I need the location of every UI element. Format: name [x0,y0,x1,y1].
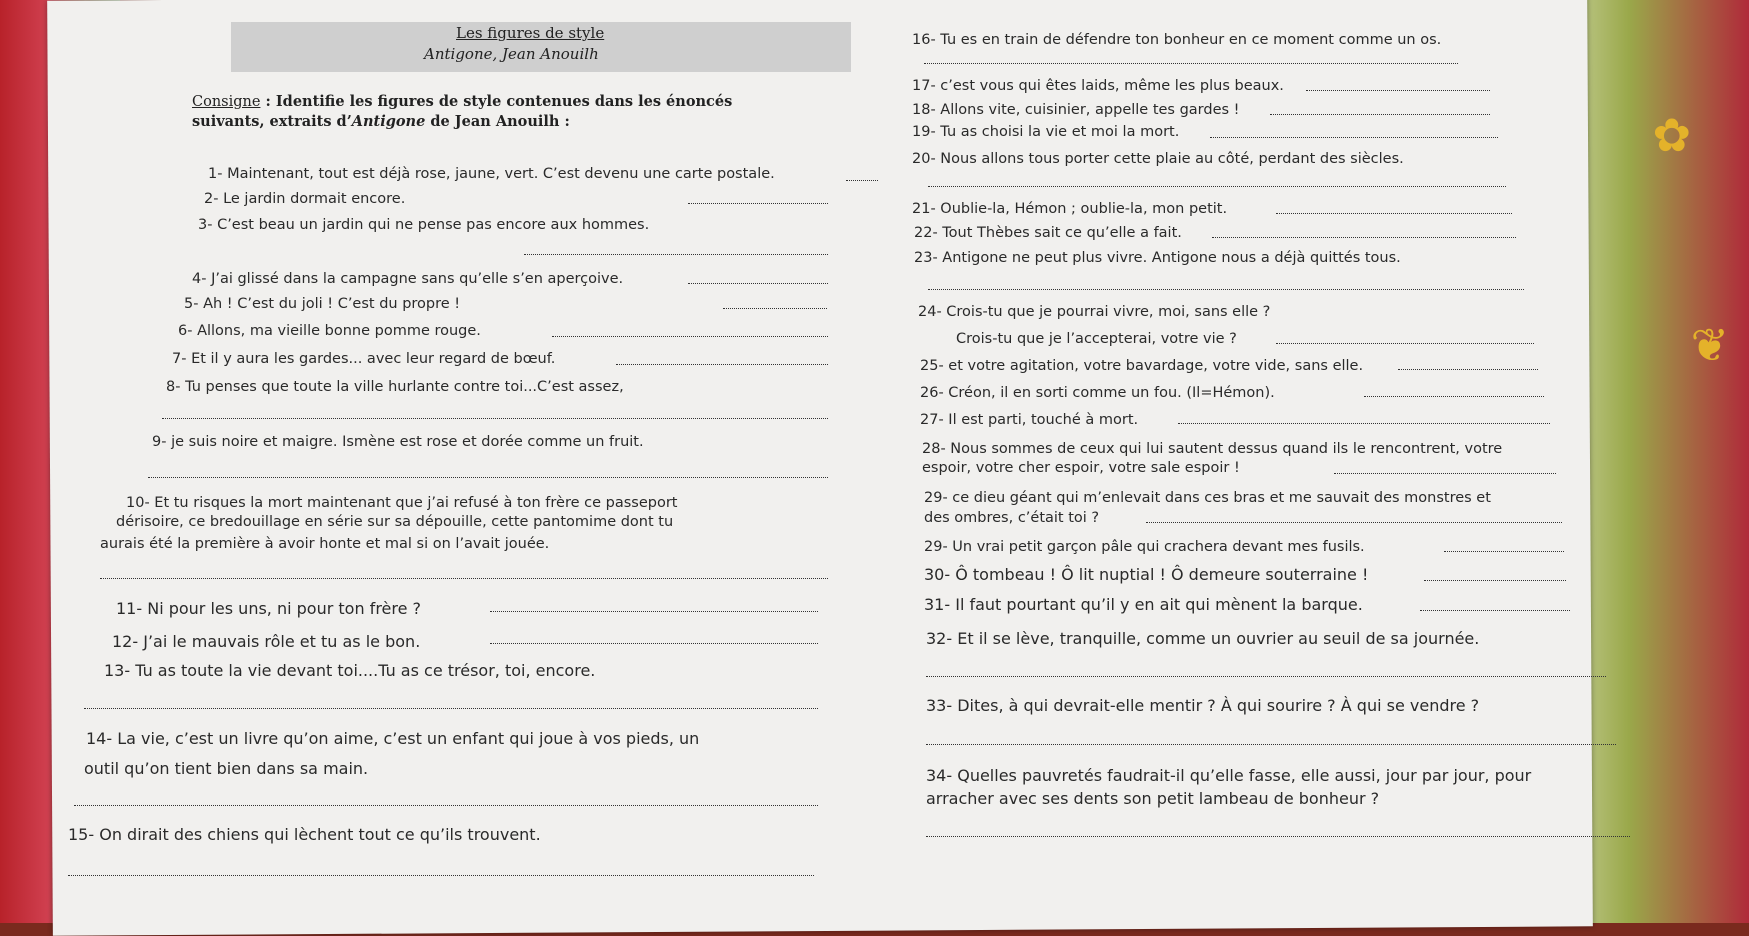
question-21: 21- Oublie-la, Hémon ; oublie-la, mon petit. [912,201,1228,217]
answer-8[interactable] [162,418,828,419]
question-20: 20- Nous allons tous porter cette plaie au côté, perdant des siècles. [912,151,1404,167]
answer-26[interactable] [1364,396,1544,397]
instructions-keyword: Consigne [192,94,261,110]
question-11: 11- Ni pour les uns, ni pour ton frère ? [116,599,422,618]
question-23: 23- Antigone ne peut plus vivre. Antigone nous a déjà quittés tous. [914,250,1401,266]
answer-2[interactable] [688,203,828,204]
question-28-line-2: espoir, votre cher espoir, votre sale espoir ! [922,460,1240,476]
answer-34[interactable] [926,836,1630,837]
answer-9[interactable] [148,477,828,478]
answer-11[interactable] [490,611,818,612]
answer-29b[interactable] [1444,551,1564,552]
question-34-line-1: 34- Quelles pauvretés faudrait-il qu’elle fasse, elle aussi, jour par jour, pour [926,766,1532,785]
instructions-text-2: suivants, extraits d’ [192,113,352,130]
question-15: 15- On dirait des chiens qui lèchent tout ce qu’ils trouvent. [68,825,541,844]
answer-31[interactable] [1420,610,1570,611]
question-8: 8- Tu penses que toute la ville hurlante contre toi...C’est assez, [166,379,624,395]
answer-22[interactable] [1212,237,1516,238]
question-14-line-2: outil qu’on tient bien dans sa main. [84,759,369,778]
question-14-line-1: 14- La vie, c’est un livre qu’on aime, c’est un enfant qui joue à vos pieds, un [86,729,700,748]
answer-13[interactable] [84,708,818,709]
question-29b: 29- Un vrai petit garçon pâle qui crachera devant mes fusils. [924,539,1365,555]
instructions-work: Antigone [351,113,426,130]
question-10-line-1: 10- Et tu risques la mort maintenant que j’ai refusé à ton frère ce passeport [126,495,678,511]
question-5: 5- Ah ! C’est du joli ! C’est du propre ! [184,296,461,312]
answer-10[interactable] [100,578,828,579]
answer-17[interactable] [1306,90,1490,91]
answer-4[interactable] [688,283,828,284]
answer-21[interactable] [1276,213,1512,214]
question-3: 3- C’est beau un jardin qui ne pense pas encore aux hommes. [198,217,650,233]
question-9: 9- je suis noire et maigre. Ismène est rose et dorée comme un fruit. [152,434,644,450]
instructions-text-3: de Jean Anouilh : [425,113,570,130]
question-16: 16- Tu es en train de défendre ton bonheur en ce moment comme un os. [912,32,1442,48]
answer-7[interactable] [616,364,828,365]
question-7: 7- Et il y aura les gardes... avec leur regard de bœuf. [172,351,556,367]
question-27: 27- Il est parti, touché à mort. [920,412,1139,428]
question-10-line-3: aurais été la première à avoir honte et mal si on l’avait jouée. [100,536,550,552]
question-34-line-2: arracher avec ses dents son petit lambeau de bonheur ? [926,789,1380,808]
question-25: 25- et votre agitation, votre bavardage, votre vide, sans elle. [920,358,1364,374]
answer-29a[interactable] [1146,522,1562,523]
answer-27[interactable] [1178,423,1550,424]
answer-12[interactable] [490,643,818,644]
answer-5[interactable] [723,308,827,309]
question-24-line-1: 24- Crois-tu que je pourrai vivre, moi, sans elle ? [918,304,1271,320]
question-6: 6- Allons, ma vieille bonne pomme rouge. [178,323,481,339]
leaf-decoration-icon: ❦ [1690,318,1729,372]
question-2: 2- Le jardin dormait encore. [204,191,406,207]
answer-1[interactable] [846,180,878,181]
instructions [192,92,892,131]
question-13: 13- Tu as toute la vie devant toi....Tu as ce trésor, toi, encore. [104,661,596,680]
instructions-text-1: : Identifie les figures de style contenues dans les énoncés [260,93,733,110]
question-24-line-2: Crois-tu que je l’accepterai, votre vie ? [956,331,1237,347]
answer-32[interactable] [926,676,1606,677]
question-22: 22- Tout Thèbes sait ce qu’elle a fait. [914,225,1182,241]
answer-19[interactable] [1210,137,1498,138]
question-31: 31- Il faut pourtant qu’il y en ait qui mènent la barque. [924,595,1363,614]
question-18: 18- Allons vite, cuisinier, appelle tes gardes ! [912,102,1240,118]
answer-28[interactable] [1334,473,1556,474]
answer-16[interactable] [924,63,1458,64]
question-17: 17- c’est vous qui êtes laids, même les plus beaux. [912,78,1284,94]
answer-23[interactable] [928,289,1524,290]
question-4: 4- J’ai glissé dans la campagne sans qu’elle s’en aperçoive. [192,271,624,287]
question-12: 12- J’ai le mauvais rôle et tu as le bon. [112,632,421,651]
answer-18[interactable] [1270,114,1490,115]
answer-33[interactable] [926,744,1616,745]
flower-decoration-icon: ✿ [1652,108,1691,162]
answer-30[interactable] [1424,580,1566,581]
question-26: 26- Créon, il en sorti comme un fou. (Il=Hémon). [920,385,1275,401]
question-29a-line-1: 29- ce dieu géant qui m’enlevait dans ces bras et me sauvait des monstres et [924,490,1491,506]
question-29a-line-2: des ombres, c’était toi ? [924,510,1100,526]
answer-15[interactable] [68,875,814,876]
question-32: 32- Et il se lève, tranquille, comme un ouvrier au seuil de sa journée. [926,629,1480,648]
page-subtitle: Antigone, Jean Anouilh [424,45,599,63]
question-10-line-2: dérisoire, ce bredouillage en série sur sa dépouille, cette pantomime dont tu [116,514,674,530]
answer-24[interactable] [1276,343,1534,344]
question-30: 30- Ô tombeau ! Ô lit nuptial ! Ô demeure souterraine ! [924,565,1369,584]
question-28-line-1: 28- Nous sommes de ceux qui lui sautent dessus quand ils le rencontrent, votre [922,441,1503,457]
answer-6[interactable] [552,336,828,337]
question-19: 19- Tu as choisi la vie et moi la mort. [912,124,1180,140]
question-1: 1- Maintenant, tout est déjà rose, jaune, vert. C’est devenu une carte postale. [208,166,775,182]
answer-3[interactable] [524,254,828,255]
page-title: Les figures de style [456,24,605,42]
answer-14[interactable] [74,805,818,806]
answer-20[interactable] [928,186,1506,187]
question-33: 33- Dites, à qui devrait-elle mentir ? À qui sourire ? À qui se vendre ? [926,696,1480,715]
answer-25[interactable] [1398,369,1538,370]
